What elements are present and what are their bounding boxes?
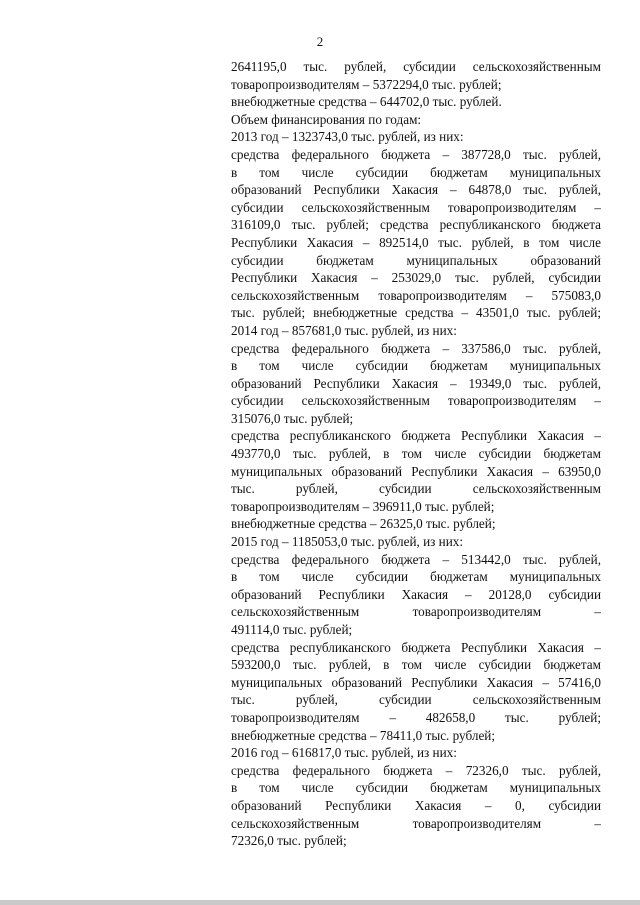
text-line: 2014 год – 857681,0 тыс. рублей, из них: bbox=[231, 322, 457, 338]
text-line: тыс. рублей, субсидии сельскохозяйственным bbox=[231, 692, 601, 708]
text-line: Республики Хакасия – 892514,0 тыс. рублей, в том числе bbox=[231, 234, 601, 250]
text-line: внебюджетные средства – 78411,0 тыс. рублей; bbox=[231, 727, 496, 743]
text-line: 493770,0 тыс. рублей, в том числе субсидии бюджетам bbox=[231, 446, 601, 462]
text-line: средства республиканского бюджета Республики Хакасия – bbox=[231, 428, 601, 444]
text-line: 316109,0 тыс. рублей; средства республиканского бюджета bbox=[231, 217, 601, 233]
text-line: образований Республики Хакасия – 64878,0 тыс. рублей, bbox=[231, 182, 601, 198]
text-line: субсидии бюджетам муниципальных образований bbox=[231, 252, 601, 268]
text-line: 2015 год – 1185053,0 тыс. рублей, из них: bbox=[231, 534, 464, 550]
text-line: 315076,0 тыс. рублей; bbox=[231, 410, 354, 426]
text-line: средства федерального бюджета – 337586,0 тыс. рублей, bbox=[231, 340, 601, 356]
text-line: сельскохозяйственным товаропроизводителям – bbox=[231, 604, 601, 620]
text-line: средства федерального бюджета – 72326,0 тыс. рублей, bbox=[231, 762, 601, 778]
text-line: в том числе субсидии бюджетам муниципальных bbox=[231, 358, 601, 374]
text-line: в том числе субсидии бюджетам муниципальных bbox=[231, 569, 601, 585]
text-line: муниципальных образований Республики Хакасия – 63950,0 bbox=[231, 463, 601, 479]
text-line: средства республиканского бюджета Республики Хакасия – bbox=[231, 639, 601, 655]
text-line: 491114,0 тыс. рублей; bbox=[231, 622, 353, 637]
text-line: товаропроизводителям – 5372294,0 тыс. рублей; bbox=[231, 76, 502, 92]
text-line: 593200,0 тыс. рублей, в том числе субсидии бюджетам bbox=[231, 657, 601, 673]
text-line: тыс. рублей; внебюджетные средства – 43501,0 тыс. рублей; bbox=[231, 305, 601, 321]
text-line: товаропроизводителям – 396911,0 тыс. рублей; bbox=[231, 498, 495, 514]
text-line: товаропроизводителям – 482658,0 тыс. рублей; bbox=[231, 709, 601, 725]
text-line: тыс. рублей, субсидии сельскохозяйственным bbox=[231, 481, 601, 497]
viewer-bottom-edge bbox=[0, 900, 640, 905]
text-line: в том числе субсидии бюджетам муниципальных bbox=[231, 164, 601, 180]
text-line: средства федерального бюджета – 513442,0 тыс. рублей, bbox=[231, 551, 601, 567]
text-line: субсидии сельскохозяйственным товаропроизводителям – bbox=[231, 393, 601, 409]
text-line: в том числе субсидии бюджетам муниципальных bbox=[231, 780, 601, 796]
text-line: 72326,0 тыс. рублей; bbox=[231, 833, 347, 849]
document-body bbox=[231, 58, 601, 850]
text-line: Объем финансирования по годам: bbox=[231, 111, 422, 127]
text-line: образований Республики Хакасия – 19349,0 тыс. рублей, bbox=[231, 375, 601, 391]
text-line: сельскохозяйственным товаропроизводителям – 575083,0 bbox=[231, 287, 601, 303]
text-line: муниципальных образований Республики Хакасия – 57416,0 bbox=[231, 674, 601, 690]
text-line: 2016 год – 616817,0 тыс. рублей, из них: bbox=[231, 745, 457, 761]
text-line: Республики Хакасия – 253029,0 тыс. рублей, субсидии bbox=[231, 270, 601, 286]
page-number: 2 bbox=[316, 34, 324, 49]
text-line: 2013 год – 1323743,0 тыс. рублей, из них: bbox=[231, 129, 464, 145]
text-line: образований Республики Хакасия – 20128,0 субсидии bbox=[231, 586, 601, 602]
text-line: субсидии сельскохозяйственным товаропроизводителям – bbox=[231, 199, 601, 215]
text-line: средства федерального бюджета – 387728,0 тыс. рублей, bbox=[231, 146, 601, 162]
text-line: образований Республики Хакасия – 0, субсидии bbox=[231, 797, 601, 813]
text-line: внебюджетные средства – 644702,0 тыс. рублей. bbox=[231, 94, 502, 110]
text-line: сельскохозяйственным товаропроизводителям – bbox=[231, 815, 601, 831]
text-line: внебюджетные средства – 26325,0 тыс. рублей; bbox=[231, 516, 496, 532]
text-line: 2641195,0 тыс. рублей, субсидии сельскохозяйственным bbox=[231, 59, 601, 74]
